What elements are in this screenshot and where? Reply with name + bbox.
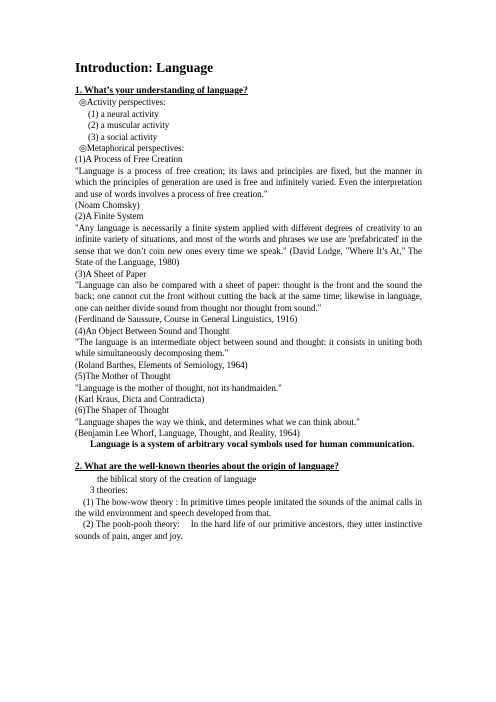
- perspective-source: (Roland Barthes, Elements of Semiology, 1964): [75, 359, 248, 370]
- perspective-source: (Noam Chomsky): [75, 200, 140, 211]
- perspective-source: (Karl Kraus, Dicta and Contradicta): [75, 393, 205, 404]
- document-body: [75, 60, 422, 542]
- perspective-title: (1)A Process of Free Creation: [75, 154, 183, 165]
- perspective-title: (3)A Sheet of Paper: [75, 268, 147, 279]
- activity-item: (2) a muscular activity: [88, 120, 170, 131]
- activity-perspectives-header: ◎Activity perspectives:: [79, 97, 166, 108]
- perspective-title: (6)The Shaper of Thought: [75, 405, 170, 416]
- metaphorical-perspectives-header: ◎Metaphorical perspectives:: [79, 143, 185, 154]
- perspective-quote: "Language is the mother of thought, not its handmaiden.": [75, 382, 282, 393]
- document-title: Introduction: Language: [75, 60, 214, 75]
- language-definition: Language is a system of arbitrary vocal symbols used for human communication.: [90, 439, 415, 450]
- perspective-quote: "Language is a process of free creation; its laws and principles are fixed, but the manner in which the principles of generation are used is free and infinitely varied. Even the interpretation and use of words involves a process of free creation.": [75, 165, 422, 199]
- perspective-source: (Benjamin Lee Whorf, Language, Thought, and Reality, 1964): [75, 428, 300, 439]
- theory-item: (2) The pooh-pooh theory: In the hard life of our primitive ancestors, they utter instinctive sounds of pain, anger and joy.: [75, 519, 422, 541]
- perspective-quote: "Language shapes the way we think, and determines what we can think about.": [75, 416, 360, 427]
- perspective-quote: "The language is an intermediate object between sound and thought: it consists in uniting both while simultaneously decomposing them.": [75, 336, 422, 359]
- biblical-story: the biblical story of the creation of language: [97, 473, 257, 484]
- theories-count: 3 theories:: [90, 485, 128, 496]
- perspective-source: (Ferdinand de Saussure, Course in General Linguistics, 1916): [75, 314, 298, 325]
- perspective-quote: "Any language is necessarily a finite system applied with different degrees of creativity to an infinite variety of situations, and most of the words and phrases we use are 'prefabricated' in the sense that we don’t coin new ones every time we speak." (David Lodge, "Where It’s At," The State of the Language, 1980): [75, 222, 422, 268]
- perspective-quote: "Language can also be compared with a sheet of paper: thought is the front and the sound the back; one cannot cut the front without cutting the back at the same time; likewise in language, one can neither divide sound from thought nor thought from sound.": [75, 279, 422, 313]
- activity-item: (1) a neural activity: [88, 108, 159, 119]
- perspective-title: (5)The Mother of Thought: [75, 371, 171, 382]
- section-spacer: [75, 451, 422, 462]
- activity-item: (3) a social activity: [88, 131, 158, 142]
- perspective-title: (4)An Object Between Sound and Thought: [75, 325, 230, 336]
- theory-item: (1) The bow-wow theory : In primitive times people imitated the sounds of the animal calls in the wild environment and speech developed from that.: [75, 496, 422, 519]
- section2-heading: 2. What are the well-known theories about the origin of language?: [75, 462, 339, 473]
- section1-heading: 1. What’s your understanding of language?: [75, 86, 248, 96]
- perspective-title: (2)A Finite System: [75, 211, 144, 222]
